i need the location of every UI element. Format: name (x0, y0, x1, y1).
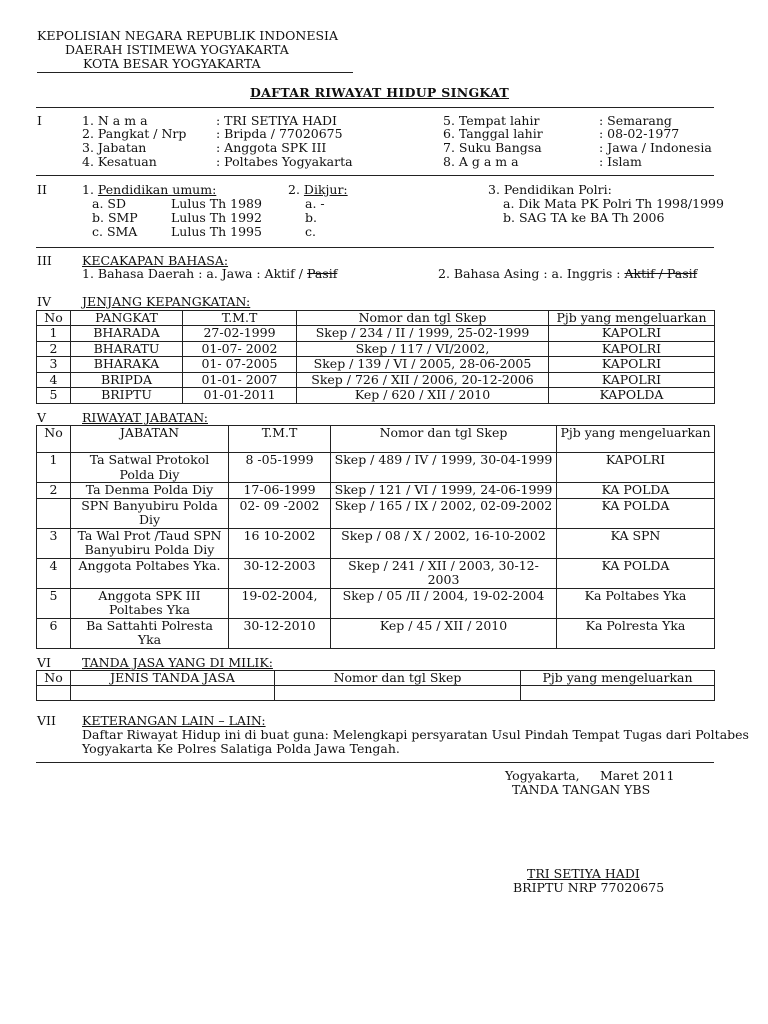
column-header: No (37, 311, 71, 326)
table-cell: BRIPDA (71, 372, 183, 388)
table-cell (71, 686, 275, 701)
field-label: 5. Tempat lahir (443, 113, 540, 128)
dikjur-item: c. (305, 224, 316, 239)
table-cell: Ta Denma Polda Diy (71, 483, 229, 499)
section-numeral: IV (37, 294, 51, 309)
table-cell: 01-01- 2007 (183, 372, 297, 388)
column-header: No (37, 426, 71, 453)
divider (36, 107, 714, 108)
table-cell: KA POLDA (557, 558, 715, 588)
foreign-language (438, 268, 697, 281)
education-year: Lulus Th 1989 (171, 196, 262, 211)
table-row (37, 453, 715, 483)
table-row (37, 558, 715, 588)
table-cell: 5 (37, 588, 71, 618)
field-value: : Jawa / Indonesia (599, 140, 712, 155)
column-header: Pjb yang mengeluarkan (521, 671, 715, 686)
table-cell: 1 (37, 453, 71, 483)
table-cell: KAPOLRI (549, 326, 715, 342)
struck-option: Pasif (306, 266, 338, 281)
table-row (37, 618, 715, 648)
field-value: : Islam (599, 154, 642, 169)
field-value: : TRI SETIYA HADI (216, 113, 337, 128)
table-cell: Skep / 726 / XII / 2006, 20-12-2006 (297, 372, 549, 388)
header-underline (37, 72, 353, 73)
table-cell (37, 498, 71, 528)
struck-option: Aktif / Pasif (624, 266, 698, 281)
police-education-item: b. SAG TA ke BA Th 2006 (503, 210, 665, 225)
column-header: Nomor dan tgl Skep (275, 671, 521, 686)
table-row (37, 498, 715, 528)
dikjur-item: b. (305, 210, 317, 225)
table-row (37, 483, 715, 499)
divider (36, 247, 714, 248)
table-cell: Ta Satwal Protokol Polda Diy (71, 453, 229, 483)
table-cell: Ta Wal Prot /Taud SPN Banyubiru Polda Diy (71, 528, 229, 558)
table-cell: Kep / 45 / XII / 2010 (331, 618, 557, 648)
table-cell: Anggota SPK III Poltabes Yka (71, 588, 229, 618)
table-cell: 5 (37, 388, 71, 404)
position-history-table (36, 425, 715, 649)
table-cell: Ka Poltabes Yka (557, 588, 715, 618)
table-cell: 4 (37, 558, 71, 588)
section-numeral: III (37, 253, 52, 268)
heading-text: Pendidikan umum: (97, 182, 217, 197)
signature-caption: TANDA TANGAN YBS (512, 782, 651, 797)
signature-date: Maret 2011 (600, 768, 675, 783)
table-cell: KA POLDA (557, 498, 715, 528)
police-education-item: a. Dik Mata PK Polri Th 1998/1999 (503, 196, 724, 211)
field-value: : 08-02-1977 (599, 126, 680, 141)
education-level: c. SMA (92, 224, 138, 239)
table-cell: 1 (37, 326, 71, 342)
table-cell: Skep / 08 / X / 2002, 16-10-2002 (331, 528, 557, 558)
table-cell: SPN Banyubiru Polda Diy (71, 498, 229, 528)
column-header: Nomor dan tgl Skep (297, 311, 549, 326)
remarks-text: Daftar Riwayat Hidup ini di buat guna: Melengkapi persyaratan Usul Pindah Tempat Tugas dari Poltabes (82, 727, 749, 742)
column-header: T.M.T (229, 426, 331, 453)
education-year: Lulus Th 1995 (171, 224, 262, 239)
column-header: JABATAN (71, 426, 229, 453)
table-cell: 01- 07-2005 (183, 357, 297, 373)
signatory-name: TRI SETIYA HADI (527, 866, 640, 881)
table-row (37, 372, 715, 388)
table-cell: BHARAKA (71, 357, 183, 373)
field-label: 2. Pangkat / Nrp (82, 126, 187, 141)
field-label: 6. Tanggal lahir (443, 126, 543, 141)
table-cell: 17-06-1999 (229, 483, 331, 499)
divider (36, 762, 714, 763)
table-cell: Skep / 165 / IX / 2002, 02-09-2002 (331, 498, 557, 528)
table-header-row (37, 311, 715, 326)
table-cell: KAPOLRI (549, 341, 715, 357)
table-cell: Ka Polresta Yka (557, 618, 715, 648)
regional-language (82, 268, 337, 281)
table-cell: 6 (37, 618, 71, 648)
education-year: Lulus Th 1992 (171, 210, 262, 225)
language-text: 2. Bahasa Asing : a. Inggris : (438, 266, 621, 281)
remarks-text: Yogyakarta Ke Polres Salatiga Polda Jawa Tengah. (82, 741, 400, 756)
table-cell: Skep / 139 / VI / 2005, 28-06-2005 (297, 357, 549, 373)
table-cell: BHARATU (71, 341, 183, 357)
table-cell: KA POLDA (557, 483, 715, 499)
awards-table (36, 670, 715, 701)
table-cell: KAPOLRI (549, 372, 715, 388)
field-value: : Poltabes Yogyakarta (216, 154, 353, 169)
table-cell: KA SPN (557, 528, 715, 558)
agency-line-1: KEPOLISIAN NEGARA REPUBLIK INDONESIA (37, 28, 339, 43)
table-cell: 2 (37, 483, 71, 499)
field-value: : Bripda / 77020675 (216, 126, 343, 141)
table-cell: Anggota Poltabes Yka. (71, 558, 229, 588)
table-row (37, 341, 715, 357)
table-cell: 30-12-2003 (229, 558, 331, 588)
table-cell: 19-02-2004, (229, 588, 331, 618)
column-header: Pjb yang mengeluarkan (557, 426, 715, 453)
section-numeral: II (37, 182, 47, 197)
police-education-heading: 3. Pendidikan Polri: (488, 182, 612, 197)
table-cell: Skep / 489 / IV / 1999, 30-04-1999 (331, 453, 557, 483)
heading-text: Dikjur: (303, 182, 348, 197)
table-row (37, 326, 715, 342)
table-cell: 02- 09 -2002 (229, 498, 331, 528)
agency-line-3: KOTA BESAR YOGYAKARTA (83, 56, 261, 71)
section-title: TANDA JASA YANG DI MILIK: (82, 655, 273, 670)
table-cell: 27-02-1999 (183, 326, 297, 342)
section-title: KECAKAPAN BAHASA: (82, 253, 229, 268)
education-level: b. SMP (92, 210, 138, 225)
table-header-row (37, 671, 715, 686)
table-cell: Skep / 117 / VI/2002, (297, 341, 549, 357)
table-cell (275, 686, 521, 701)
table-cell: 01-01-2011 (183, 388, 297, 404)
field-label: 7. Suku Bangsa (443, 140, 542, 155)
table-cell: Skep / 241 / XII / 2003, 30-12-2003 (331, 558, 557, 588)
table-cell: Skep / 234 / II / 1999, 25-02-1999 (297, 326, 549, 342)
table-cell: 4 (37, 372, 71, 388)
section-title: KETERANGAN LAIN – LAIN: (82, 713, 266, 728)
field-label: 1. N a m a (82, 113, 148, 128)
section-title: JENJANG KEPANGKATAN: (82, 294, 251, 309)
table-cell: Skep / 121 / VI / 1999, 24-06-1999 (331, 483, 557, 499)
field-value: : Anggota SPK III (216, 140, 327, 155)
table-cell: KAPOLDA (549, 388, 715, 404)
education-general-heading (82, 184, 216, 197)
divider (36, 175, 714, 176)
signature-place: Yogyakarta, (505, 768, 580, 783)
table-row (37, 686, 715, 701)
table-cell: 16 10-2002 (229, 528, 331, 558)
column-header: PANGKAT (71, 311, 183, 326)
column-header: T.M.T (183, 311, 297, 326)
section-numeral: I (37, 113, 42, 128)
section-numeral: V (37, 410, 47, 425)
signatory-rank: BRIPTU NRP 77020675 (513, 880, 665, 895)
table-cell: 30-12-2010 (229, 618, 331, 648)
table-cell: KAPOLRI (557, 453, 715, 483)
table-cell: KAPOLRI (549, 357, 715, 373)
language-text: 1. Bahasa Daerah : a. Jawa : Aktif / (82, 266, 303, 281)
table-row (37, 588, 715, 618)
table-cell: Ba Sattahti Polresta Yka (71, 618, 229, 648)
rank-history-table (36, 310, 715, 404)
number: 2. (288, 182, 300, 197)
column-header: JENIS TANDA JASA (71, 671, 275, 686)
agency-line-2: DAERAH ISTIMEWA YOGYAKARTA (65, 42, 289, 57)
dikjur-item: a. - (305, 196, 325, 211)
section-numeral: VII (37, 713, 56, 728)
field-label: 3. Jabatan (82, 140, 147, 155)
table-cell: 3 (37, 528, 71, 558)
column-header: Pjb yang mengeluarkan (549, 311, 715, 326)
table-cell: Kep / 620 / XII / 2010 (297, 388, 549, 404)
field-value: : Semarang (599, 113, 672, 128)
table-cell: 3 (37, 357, 71, 373)
table-cell: 2 (37, 341, 71, 357)
table-row (37, 388, 715, 404)
table-row (37, 528, 715, 558)
table-row (37, 357, 715, 373)
education-level: a. SD (92, 196, 126, 211)
table-cell: 8 -05-1999 (229, 453, 331, 483)
number: 1. (82, 182, 94, 197)
section-title: RIWAYAT JABATAN: (82, 410, 208, 425)
table-cell: BHARADA (71, 326, 183, 342)
table-cell: Skep / 05 /II / 2004, 19-02-2004 (331, 588, 557, 618)
field-label: 8. A g a m a (443, 154, 519, 169)
dikjur-heading (288, 184, 348, 197)
table-header-row (37, 426, 715, 453)
table-cell (37, 686, 71, 701)
table-cell: BRIPTU (71, 388, 183, 404)
field-label: 4. Kesatuan (82, 154, 157, 169)
section-numeral: VI (37, 655, 51, 670)
table-cell: 01-07- 2002 (183, 341, 297, 357)
column-header: No (37, 671, 71, 686)
column-header: Nomor dan tgl Skep (331, 426, 557, 453)
table-cell (521, 686, 715, 701)
document-title: DAFTAR RIWAYAT HIDUP SINGKAT (250, 85, 510, 100)
